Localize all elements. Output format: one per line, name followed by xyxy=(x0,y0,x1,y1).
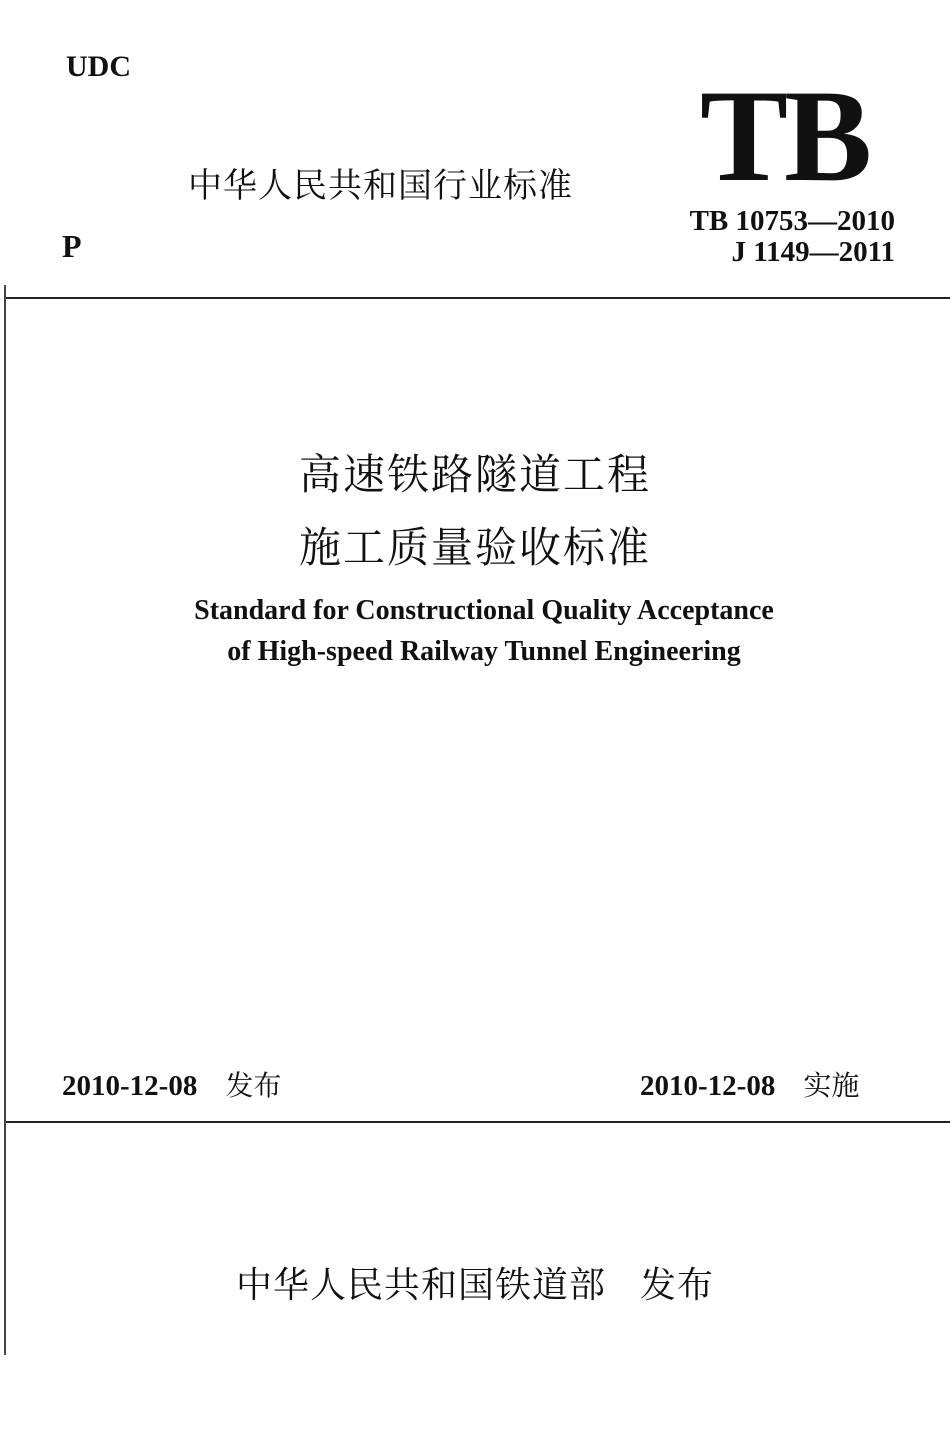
issue-date-block xyxy=(62,1064,281,1104)
standard-code-secondary: J 1149—2011 xyxy=(731,236,895,268)
issuer-block xyxy=(0,1257,950,1308)
effective-date: 2010-12-08 xyxy=(640,1070,776,1102)
title-cn-line2: 施工质量验收标准 xyxy=(298,523,651,572)
issuer-action: 发布 xyxy=(640,1265,715,1306)
standard-code-primary: TB 10753—2010 xyxy=(689,205,895,237)
industry-standard-heading: 中华人民共和国行业标准 xyxy=(188,166,573,206)
udc-label: UDC xyxy=(66,50,131,83)
title-en-line1: Standard for Constructional Quality Acceptance xyxy=(194,595,774,626)
standard-mark-tb: TB xyxy=(700,62,869,209)
header-divider xyxy=(6,297,950,299)
classification-label: P xyxy=(62,228,82,264)
issue-label: 发布 xyxy=(225,1069,282,1102)
footer-divider xyxy=(6,1121,950,1123)
issuer-name: 中华人民共和国铁道部 xyxy=(235,1265,606,1306)
title-en-line2: of High-speed Railway Tunnel Engineering xyxy=(227,636,741,667)
effective-label: 实施 xyxy=(803,1069,860,1102)
issue-date: 2010-12-08 xyxy=(62,1070,198,1102)
effective-date-block xyxy=(640,1064,859,1104)
standard-codes xyxy=(690,206,895,268)
title-cn-line1: 高速铁路隧道工程 xyxy=(298,450,651,499)
